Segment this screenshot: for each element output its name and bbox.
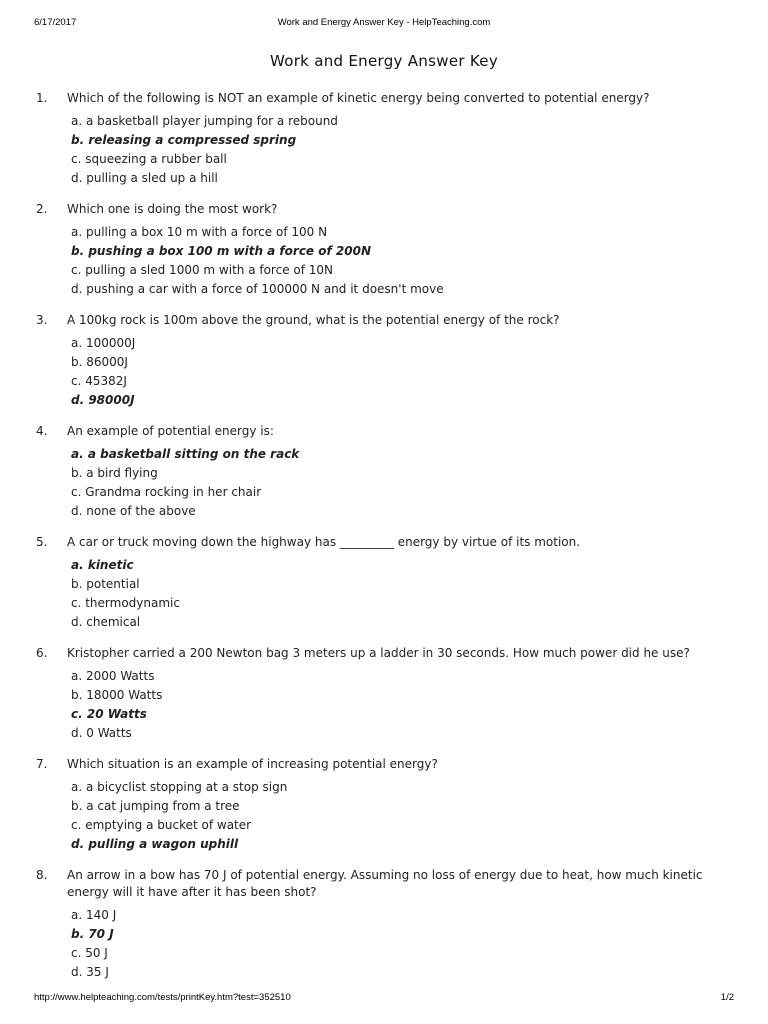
answer-options — [71, 445, 736, 521]
answer-options — [71, 223, 736, 299]
answer-option-correct: a. kinetic — [71, 558, 134, 572]
answer-option: c. 50 J — [71, 946, 108, 960]
page-number: 1/2 — [720, 992, 734, 1003]
question-text: Which situation is an example of increasing potential energy? — [67, 757, 438, 771]
answer-option-correct: a. a basketball sitting on the rack — [71, 447, 300, 461]
answer-option: a. 2000 Watts — [71, 669, 155, 683]
question-row — [36, 867, 736, 901]
question-number: 8. — [36, 868, 48, 882]
answer-option-correct: d. pulling a wagon uphill — [71, 837, 239, 851]
question-text: Which one is doing the most work? — [67, 202, 278, 216]
question-5 — [36, 534, 736, 632]
answer-options — [71, 334, 736, 410]
answer-option: b. potential — [71, 577, 140, 591]
answer-option-correct: d. 98000J — [71, 393, 135, 407]
answer-option-correct: c. 20 Watts — [71, 707, 147, 721]
print-header — [0, 17, 768, 31]
answer-option: b. 18000 Watts — [71, 688, 163, 702]
answer-options — [71, 556, 736, 632]
answer-option: c. 45382J — [71, 374, 127, 388]
answer-option-correct: b. releasing a compressed spring — [71, 133, 297, 147]
question-text: A 100kg rock is 100m above the ground, what is the potential energy of the rock? — [67, 313, 560, 327]
answer-option: c. thermodynamic — [71, 596, 180, 610]
question-8 — [36, 867, 736, 982]
print-footer — [0, 992, 768, 1006]
question-7 — [36, 756, 736, 854]
question-row — [36, 423, 736, 440]
answer-option: a. a bicyclist stopping at a stop sign — [71, 780, 288, 794]
answer-options — [71, 778, 736, 854]
question-2 — [36, 201, 736, 299]
answer-option: c. pulling a sled 1000 m with a force of 10N — [71, 263, 334, 277]
answer-option-correct: b. pushing a box 100 m with a force of 200N — [71, 244, 371, 258]
question-text: An example of potential energy is: — [67, 424, 274, 438]
question-row — [36, 312, 736, 329]
answer-options — [71, 112, 736, 188]
question-number: 4. — [36, 424, 48, 438]
answer-option: d. pulling a sled up a hill — [71, 171, 218, 185]
answer-option: a. a basketball player jumping for a rebound — [71, 114, 338, 128]
answer-option: c. squeezing a rubber ball — [71, 152, 227, 166]
question-number: 2. — [36, 202, 48, 216]
answer-option: a. 140 J — [71, 908, 117, 922]
question-4 — [36, 423, 736, 521]
question-6 — [36, 645, 736, 743]
answer-option: b. a cat jumping from a tree — [71, 799, 240, 813]
question-text: A car or truck moving down the highway has _________ energy by virtue of its motion. — [67, 535, 581, 549]
question-number: 5. — [36, 535, 48, 549]
answer-option: d. none of the above — [71, 504, 196, 518]
question-number: 6. — [36, 646, 48, 660]
answer-option: d. pushing a car with a force of 100000 N and it doesn't move — [71, 282, 444, 296]
print-page-title: Work and Energy Answer Key - HelpTeaching.com — [277, 17, 491, 28]
page-title: Work and Energy Answer Key — [269, 52, 499, 70]
answer-option: d. 0 Watts — [71, 726, 132, 740]
answer-options — [71, 667, 736, 743]
answer-option: d. chemical — [71, 615, 141, 629]
question-text: Kristopher carried a 200 Newton bag 3 meters up a ladder in 30 seconds. How much power did he use? — [67, 646, 690, 660]
question-number: 1. — [36, 91, 48, 105]
question-number: 3. — [36, 313, 48, 327]
question-1 — [36, 90, 736, 188]
answer-options — [71, 906, 736, 982]
answer-option: b. a bird flying — [71, 466, 158, 480]
question-row — [36, 90, 736, 107]
question-number: 7. — [36, 757, 48, 771]
question-text: Which of the following is NOT an example of kinetic energy being converted to potential energy? — [67, 91, 650, 105]
question-row — [36, 645, 736, 662]
question-3 — [36, 312, 736, 410]
answer-option-correct: b. 70 J — [71, 927, 114, 941]
answer-option: c. emptying a bucket of water — [71, 818, 252, 832]
answer-option: c. Grandma rocking in her chair — [71, 485, 262, 499]
print-url: http://www.helpteaching.com/tests/printKey.htm?test=352510 — [34, 992, 291, 1003]
print-date: 6/17/2017 — [34, 17, 77, 28]
question-text: An arrow in a bow has 70 J of potential energy. Assuming no loss of energy due to heat, how much kinetic energy will it have after it has been shot? — [67, 868, 703, 899]
answer-option: a. pulling a box 10 m with a force of 100 N — [71, 225, 328, 239]
question-list — [36, 90, 736, 995]
question-row — [36, 534, 736, 551]
question-row — [36, 201, 736, 218]
answer-option: b. 86000J — [71, 355, 128, 369]
answer-option: d. 35 J — [71, 965, 109, 979]
question-row — [36, 756, 736, 773]
answer-option: a. 100000J — [71, 336, 136, 350]
